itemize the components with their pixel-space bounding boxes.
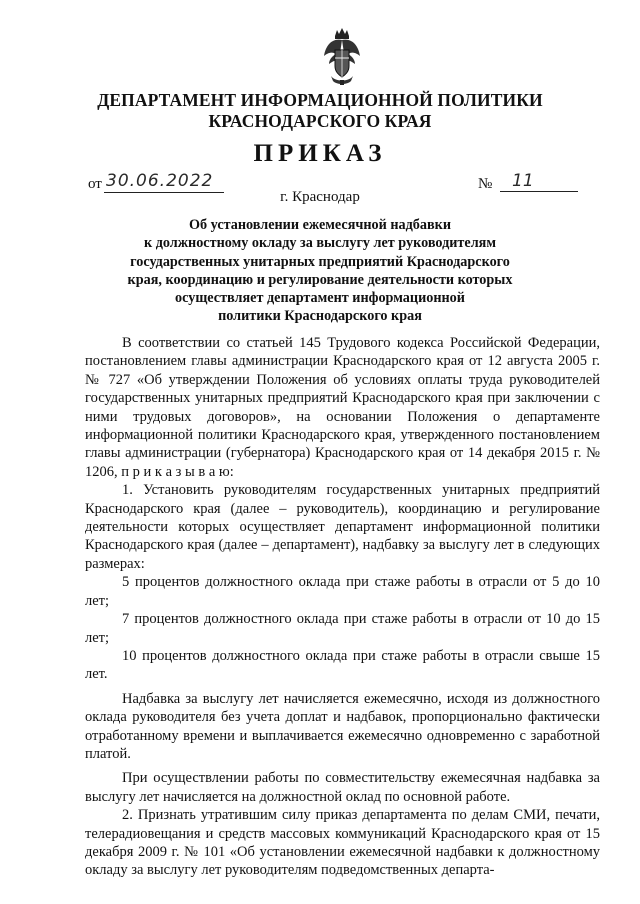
order-body bbox=[85, 334, 600, 880]
body-paragraph-rate-10: 10 процентов должностного оклада при стаже работы в отрасли свыше 15 лет. bbox=[85, 647, 600, 683]
subject-line: Об установлении ежемесячной надбавки bbox=[188, 217, 452, 233]
body-paragraph-accrual: Надбавка за выслугу лет начисляется ежемесячно, исходя из должностного оклада руководителя без учета доплат и надбавок, пропорционально фактически отработанному времени и выплачивается ежемесячно одновременно с заработной платой. bbox=[85, 690, 600, 762]
body-paragraph-rate-5: 5 процентов должностного оклада при стаже работы в отрасли от 5 до 10 лет; bbox=[85, 574, 600, 609]
city-label: г. Краснодар bbox=[280, 189, 360, 205]
department-name-line1: ДЕПАРТАМЕНТ ИНФОРМАЦИОННОЙ ПОЛИТИКИ bbox=[97, 90, 543, 110]
number-value: 11 bbox=[500, 170, 578, 192]
body-paragraph-item-1: 1. Установить руководителям государственных унитарных предприятий Краснодарского края (далее – руководитель), координацию и регулирование деятельности которых осуществляет департамент информационной политики Краснодарского края (далее – департамент), надбавку за выслугу лет в следующих размерах: bbox=[85, 482, 600, 572]
department-name-line2: КРАСНОДАРСКОГО КРАЯ bbox=[208, 111, 432, 131]
date-prefix: от bbox=[88, 176, 102, 192]
coat-of-arms-icon bbox=[321, 26, 363, 86]
subject-line: к должностному окладу за выслугу лет руководителям bbox=[143, 235, 496, 252]
order-subject bbox=[110, 216, 530, 326]
subject-line: края, координацию и регулирование деятельности которых bbox=[127, 271, 513, 288]
body-paragraph-rate-7: 7 процентов должностного оклада при стаже работы в отрасли от 10 до 15 лет; bbox=[85, 611, 600, 646]
number-prefix: № bbox=[478, 176, 493, 192]
subject-line: осуществляет департамент информационной bbox=[175, 290, 465, 307]
subject-line: государственных унитарных предприятий Краснодарского bbox=[130, 253, 510, 270]
body-paragraph-item-2: 2. Признать утратившим силу приказ департамента по делам СМИ, печати, телерадиовещания и средств массовых коммуникаций Краснодарского края от 15 декабря 2009 г. № 101 «Об установлении ежемесячной надбавки к должностному окладу за выслугу лет руководителям подведомственных департа- bbox=[85, 807, 600, 879]
body-paragraph-part-time: При осуществлении работы по совместительству ежемесячная надбавка за выслугу лет начисляется на должностной оклад по основной работе. bbox=[85, 770, 600, 805]
date-value: 30.06.2022 bbox=[104, 170, 224, 193]
subject-line: политики Краснодарского края bbox=[218, 308, 422, 325]
document-type-title: ПРИКАЗ bbox=[253, 140, 387, 167]
body-paragraph-preamble: В соответствии со статьей 145 Трудового кодекса Российской Федерации, постановлением главы администрации Краснодарского края от 12 августа 2005 г. № 727 «Об утверждении Положения об условиях оплаты труда руководителей государственных унитарных предприятий Краснодарского края при заключении с ними трудовых договоров», на основании Положения о департаменте информационной политики Краснодарского края, утвержденного постановлением главы администрации (губернатора) Краснодарского края от 14 декабря 2015 г. № 1206, п р и к а з ы в а ю: bbox=[85, 335, 600, 480]
